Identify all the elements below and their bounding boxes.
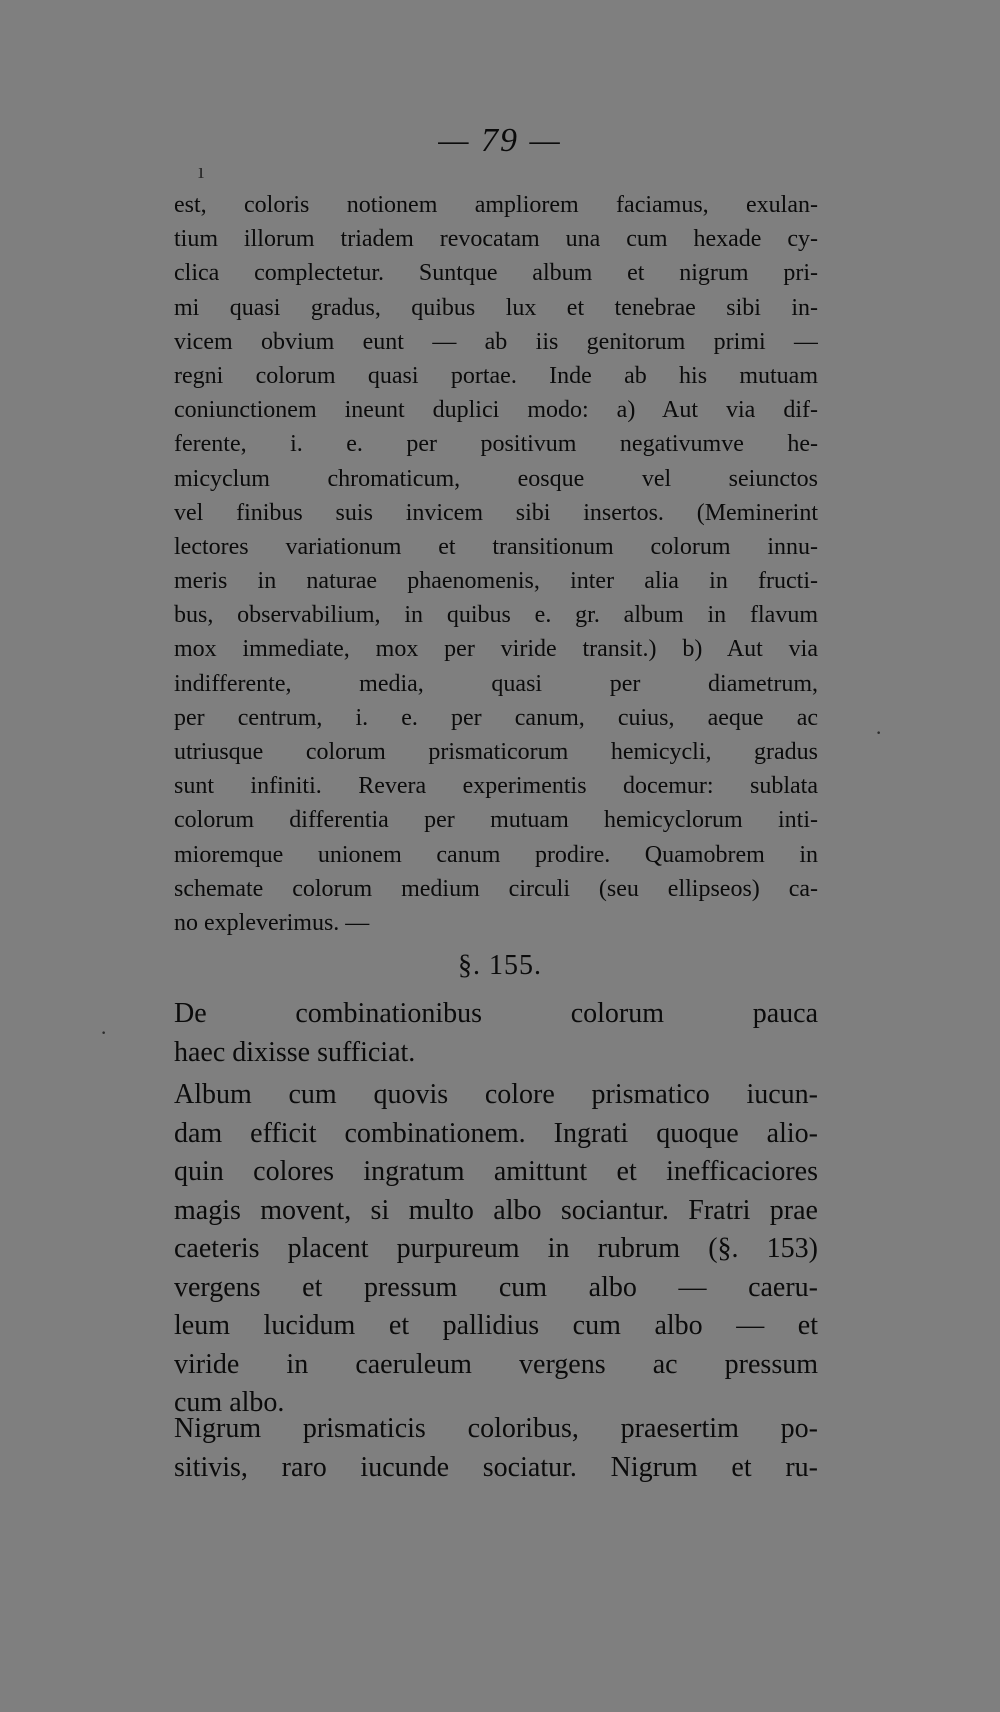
text-line: haec dixisse sufficiat. [174,1036,416,1068]
text-line: meris in naturae phaenomenis, inter alia in fructi- [174,568,818,595]
text-line: est, coloris notionem ampliorem faciamus, exulan- [174,192,818,218]
section-heading: §. 155. [458,950,542,981]
section-paragraph-nigrum [174,1410,818,1487]
text-line: per centrum, i. e. per canum, cuius, aeque ac [174,704,818,731]
text-line: sitivis, raro iucunde sociatur. Nigrum et ru- [174,1451,818,1483]
page-number-header: — 79 — [438,122,562,159]
text-line: magis movent, si multo albo sociantur. Fratri prae [174,1194,818,1226]
text-line: cum albo. [174,1387,285,1418]
text-line: coniunctionem ineunt duplici modo: a) Aut via dif- [174,397,818,424]
text-line: vergens et pressum cum albo — caeru- [174,1271,818,1303]
text-line: dam efficit combinationem. Ingrati quoque alio- [174,1117,818,1149]
text-line: regni colorum quasi portae. Inde ab his mutuam [174,362,818,389]
text-line: mi quasi gradus, quibus lux et tenebrae sibi in- [174,294,818,321]
text-line: mioremque unionem canum prodire. Quamobrem in [174,841,818,868]
text-line: lectores variationum et transitionum colorum innu- [174,533,818,560]
section-paragraph-intro [174,995,818,1072]
text-line: tium illorum triadem revocatam una cum hexade cy- [174,226,818,253]
ink-speck: · [875,720,883,745]
text-line: micyclum chromaticum, eosque vel seiunctos [174,465,818,492]
text-line: utriusque colorum prismaticorum hemicycli, gradus [174,739,818,765]
text-line: vicem obvium eunt — ab iis genitorum primi — [174,328,818,355]
body-paragraph-continued [174,188,818,940]
ink-speck: · [100,1020,108,1045]
text-line: Album cum quovis colore prismatico iucun- [174,1079,818,1110]
text-line: schemate colorum medium circuli (seu ellipseos) ca- [174,875,818,902]
text-line: caeteris placent purpureum in rubrum (§. 153) [174,1233,818,1264]
text-line: no expleverimus. — [174,909,370,936]
section-paragraph-album [174,1076,818,1423]
text-line: viride in caeruleum vergens ac pressum [174,1348,818,1380]
text-line: leum lucidum et pallidius cum albo — et [174,1310,818,1341]
ink-speck: ı [198,158,205,183]
text-line: De combinationibus colorum pauca [174,998,818,1029]
text-line: Nigrum prismaticis coloribus, praesertim po- [174,1413,818,1444]
text-line: colorum differentia per mutuam hemicyclorum inti- [174,807,818,834]
text-line: vel finibus suis invicem sibi insertos. (Meminerint [174,499,818,526]
text-line: quin colores ingratum amittunt et inefficaciores [174,1156,818,1187]
text-line: mox immediate, mox per viride transit.) b) Aut via [174,636,818,663]
text-line: clica complectetur. Suntque album et nigrum pri- [174,260,818,287]
text-line: ferente, i. e. per positivum negativumve he- [174,431,818,458]
text-line: bus, observabilium, in quibus e. gr. album in flavum [174,602,818,629]
text-line: sunt infiniti. Revera experimentis docemur: sublata [174,773,818,800]
text-line: indifferente, media, quasi per diametrum, [174,670,818,697]
